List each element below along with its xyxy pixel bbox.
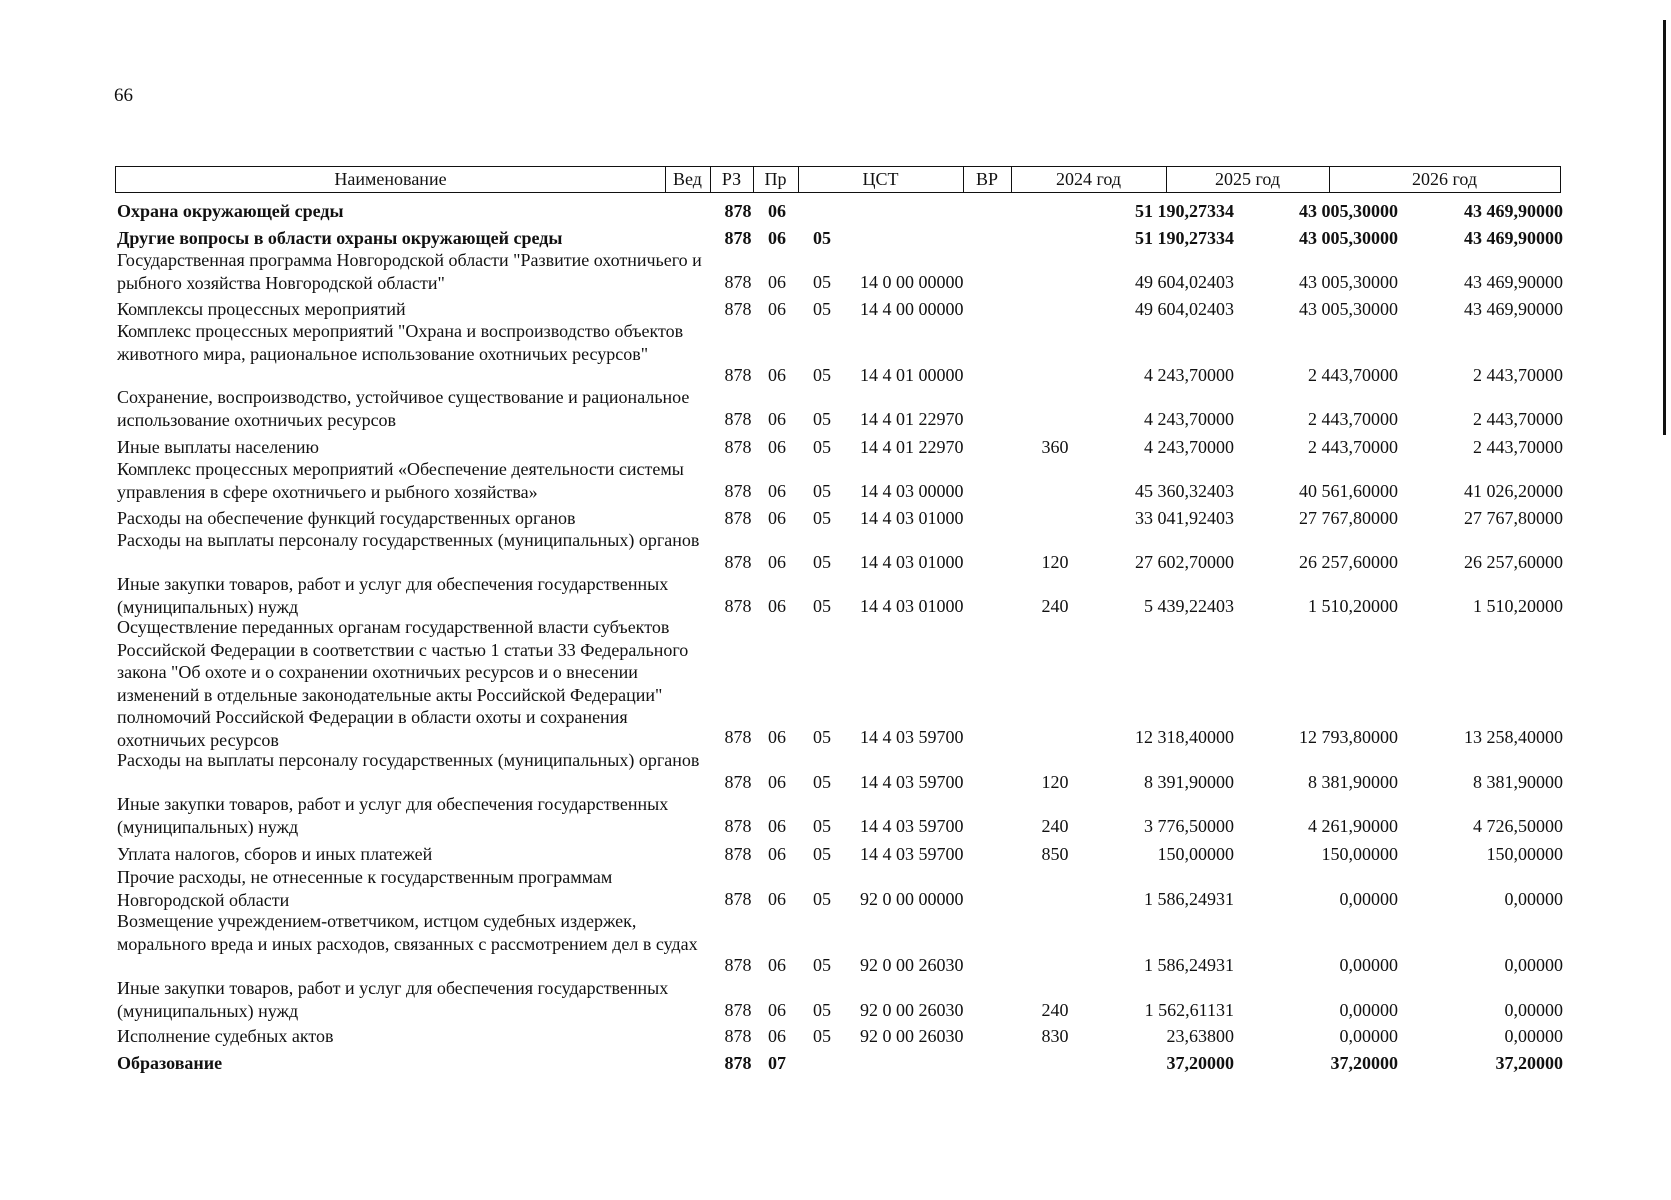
row-2024: 12 318,40000: [1135, 727, 1234, 747]
row-vr: 850: [1041, 844, 1069, 864]
row-vr: 120: [1041, 772, 1069, 792]
row-2025: 27 767,80000: [1299, 508, 1398, 528]
row-name: Прочие расходы, не отнесенные к государственным программам Новгородской области: [117, 867, 613, 910]
row-pr: 05: [813, 299, 831, 319]
row-rz: 06: [768, 508, 786, 528]
row-ved: 878: [724, 508, 752, 528]
row-name: Иные закупки товаров, работ и услуг для обеспечения государственных (муниципальных) нужд: [117, 978, 669, 1021]
row-2026: 2 443,70000: [1473, 409, 1563, 429]
row-name: Иные закупки товаров, работ и услуг для обеспечения государственных (муниципальных) нужд: [117, 574, 669, 617]
row-2026: 0,00000: [1504, 1026, 1563, 1046]
row-vr: 360: [1041, 437, 1069, 457]
row-name: Расходы на выплаты персоналу государственных (муниципальных) органов: [117, 530, 700, 550]
row-2024: 5 439,22403: [1144, 596, 1234, 616]
row-pr: 05: [813, 228, 831, 248]
row-name: Комплекс процессных мероприятий "Охрана и воспроизводство объектов животного мира, рациональное использование охотничьих ресурсов": [117, 321, 684, 364]
row-2024: 150,00000: [1157, 844, 1234, 864]
row-pr: 05: [813, 772, 831, 792]
row-2024: 23,63800: [1166, 1026, 1234, 1046]
row-2025: 43 005,30000: [1299, 299, 1398, 319]
header-2026: 2026 год: [1411, 169, 1478, 189]
row-pr: 05: [813, 889, 831, 909]
row-2026: 0,00000: [1504, 955, 1563, 975]
row-ved: 878: [724, 1053, 752, 1073]
row-cst: 14 0 00 00000: [860, 272, 964, 292]
row-cst: 14 4 01 00000: [860, 365, 964, 385]
row-2025: 43 005,30000: [1299, 201, 1398, 221]
row-rz: 06: [768, 844, 786, 864]
row-2026: 13 258,40000: [1464, 727, 1563, 747]
row-rz: 06: [768, 772, 786, 792]
row-rz: 06: [768, 409, 786, 429]
row-ved: 878: [724, 955, 752, 975]
row-2026: 8 381,90000: [1473, 772, 1563, 792]
row-name: Сохранение, воспроизводство, устойчивое существование и рациональное использование охотничьих ресурсов: [117, 387, 690, 430]
row-ved: 878: [724, 727, 752, 747]
row-2025: 1 510,20000: [1308, 596, 1398, 616]
row-cst: 14 4 00 00000: [860, 299, 964, 319]
row-2026: 4 726,50000: [1473, 816, 1563, 836]
row-rz: 07: [768, 1053, 786, 1073]
row-ved: 878: [724, 1026, 752, 1046]
header-rz: РЗ: [721, 169, 742, 189]
row-name: Расходы на выплаты персоналу государственных (муниципальных) органов: [117, 750, 700, 770]
row-pr: 05: [813, 955, 831, 975]
row-rz: 06: [768, 201, 786, 221]
row-cst: 14 4 01 22970: [860, 409, 964, 429]
row-2026: 26 257,60000: [1464, 552, 1563, 572]
row-2026: 0,00000: [1504, 1000, 1563, 1020]
row-2026: 1 510,20000: [1473, 596, 1563, 616]
row-2024: 1 562,61131: [1144, 1000, 1234, 1020]
row-pr: 05: [813, 1000, 831, 1020]
row-ved: 878: [724, 772, 752, 792]
row-pr: 05: [813, 844, 831, 864]
row-rz: 06: [768, 552, 786, 572]
row-cst: 92 0 00 26030: [860, 1000, 964, 1020]
row-2025: 2 443,70000: [1308, 365, 1398, 385]
row-2025: 0,00000: [1339, 889, 1398, 909]
row-pr: 05: [813, 596, 831, 616]
row-name: Государственная программа Новгородской области "Развитие охотничьего и рыбного хозяйства Новгородской области": [117, 250, 702, 293]
row-name: Иные выплаты населению: [117, 437, 319, 457]
header-ved: Вед: [673, 169, 702, 189]
row-name: Охрана окружающей среды: [117, 201, 344, 221]
row-2024: 4 243,70000: [1144, 409, 1234, 429]
row-pr: 05: [813, 1026, 831, 1046]
row-cst: 14 4 03 59700: [860, 844, 964, 864]
row-2026: 2 443,70000: [1473, 437, 1563, 457]
row-name: Комплекс процессных мероприятий «Обеспечение деятельности системы управления в сфере охотничьего и рыбного хозяйства»: [117, 459, 684, 502]
row-2024: 45 360,32403: [1135, 481, 1234, 501]
row-rz: 06: [768, 816, 786, 836]
row-2025: 12 793,80000: [1299, 727, 1398, 747]
row-pr: 05: [813, 409, 831, 429]
row-pr: 05: [813, 727, 831, 747]
row-2025: 2 443,70000: [1308, 437, 1398, 457]
header-vr: ВР: [975, 169, 999, 189]
row-ved: 878: [724, 481, 752, 501]
row-rz: 06: [768, 596, 786, 616]
row-cst: 14 4 03 01000: [860, 552, 964, 572]
row-2024: 51 190,27334: [1135, 201, 1234, 221]
row-rz: 06: [768, 481, 786, 501]
row-rz: 06: [768, 1000, 786, 1020]
row-2026: 37,20000: [1495, 1053, 1563, 1073]
row-cst: 14 4 03 59700: [860, 816, 964, 836]
row-ved: 878: [724, 299, 752, 319]
row-cst: 14 4 03 00000: [860, 481, 964, 501]
row-2024: 4 243,70000: [1144, 365, 1234, 385]
row-2024: 1 586,24931: [1144, 955, 1234, 975]
row-cst: 92 0 00 00000: [860, 889, 964, 909]
row-ved: 878: [724, 596, 752, 616]
row-2026: 43 469,90000: [1464, 299, 1563, 319]
row-2025: 150,00000: [1321, 844, 1398, 864]
header-2025: 2025 год: [1214, 169, 1281, 189]
row-ved: 878: [724, 1000, 752, 1020]
row-rz: 06: [768, 727, 786, 747]
row-name: Расходы на обеспечение функций государственных органов: [117, 508, 576, 528]
row-2025: 37,20000: [1330, 1053, 1398, 1073]
row-name: Исполнение судебных актов: [117, 1026, 334, 1046]
row-ved: 878: [724, 272, 752, 292]
row-2025: 4 261,90000: [1308, 816, 1398, 836]
row-2025: 0,00000: [1339, 1000, 1398, 1020]
row-2025: 43 005,30000: [1299, 272, 1398, 292]
row-2026: 43 469,90000: [1464, 201, 1563, 221]
row-2026: 43 469,90000: [1464, 228, 1563, 248]
row-2026: 2 443,70000: [1473, 365, 1563, 385]
row-2025: 2 443,70000: [1308, 409, 1398, 429]
row-2025: 8 381,90000: [1308, 772, 1398, 792]
row-name: Комплексы процессных мероприятий: [117, 299, 406, 319]
row-vr: 830: [1041, 1026, 1069, 1046]
row-2025: 26 257,60000: [1299, 552, 1398, 572]
row-pr: 05: [813, 816, 831, 836]
row-name: Образование: [117, 1053, 223, 1073]
row-name: Иные закупки товаров, работ и услуг для обеспечения государственных (муниципальных) нужд: [117, 794, 669, 837]
row-rz: 06: [768, 1026, 786, 1046]
row-cst: 14 4 03 01000: [860, 596, 964, 616]
row-rz: 06: [768, 437, 786, 457]
row-vr: 240: [1041, 816, 1069, 836]
row-2025: 40 561,60000: [1299, 481, 1398, 501]
row-cst: 14 4 03 59700: [860, 772, 964, 792]
row-name: Другие вопросы в области охраны окружающей среды: [117, 228, 563, 248]
row-2024: 33 041,92403: [1135, 508, 1234, 528]
row-rz: 06: [768, 299, 786, 319]
row-vr: 120: [1041, 552, 1069, 572]
row-name: Уплата налогов, сборов и иных платежей: [117, 844, 433, 864]
row-cst: 14 4 03 01000: [860, 508, 964, 528]
row-2026: 150,00000: [1486, 844, 1563, 864]
row-cst: 14 4 03 59700: [860, 727, 964, 747]
header-cst: ЦСТ: [862, 169, 899, 189]
row-ved: 878: [724, 889, 752, 909]
row-2026: 43 469,90000: [1464, 272, 1563, 292]
row-pr: 05: [813, 552, 831, 572]
row-name: Осуществление переданных органам государственной власти субъектов Российской Федерации в соответствии с частью 1 статьи 33 Федерального закона "Об охоте и о сохранении охотничьих ресурсов и о внесении изменений в отдельные законодательные акты Российской Федерации" полномочий Российской Федерации в области охоты и сохранения охотничьих ресурсов: [117, 617, 689, 750]
row-2024: 51 190,27334: [1135, 228, 1234, 248]
row-2024: 49 604,02403: [1135, 272, 1234, 292]
row-rz: 06: [768, 272, 786, 292]
row-ved: 878: [724, 228, 752, 248]
row-pr: 05: [813, 437, 831, 457]
row-ved: 878: [724, 816, 752, 836]
row-pr: 05: [813, 365, 831, 385]
row-ved: 878: [724, 409, 752, 429]
row-2025: 0,00000: [1339, 1026, 1398, 1046]
row-2024: 1 586,24931: [1144, 889, 1234, 909]
row-name: Возмещение учреждением-ответчиком, истцом судебных издержек, морального вреда и иных расходов, связанных с рассмотрением дел в судах: [117, 911, 698, 954]
row-ved: 878: [724, 437, 752, 457]
row-2024: 37,20000: [1166, 1053, 1234, 1073]
row-2024: 4 243,70000: [1144, 437, 1234, 457]
header-2024: 2024 год: [1055, 169, 1122, 189]
row-ved: 878: [724, 552, 752, 572]
row-2026: 41 026,20000: [1464, 481, 1563, 501]
header-pr: Пр: [764, 169, 787, 189]
row-rz: 06: [768, 889, 786, 909]
row-pr: 05: [813, 508, 831, 528]
row-2025: 0,00000: [1339, 955, 1398, 975]
row-2026: 27 767,80000: [1464, 508, 1563, 528]
row-2024: 27 602,70000: [1135, 552, 1234, 572]
header-name: Наименование: [334, 169, 447, 189]
row-cst: 92 0 00 26030: [860, 955, 964, 975]
row-pr: 05: [813, 272, 831, 292]
row-vr: 240: [1041, 1000, 1069, 1020]
row-2024: 3 776,50000: [1144, 816, 1234, 836]
row-2024: 8 391,90000: [1144, 772, 1234, 792]
row-pr: 05: [813, 481, 831, 501]
row-ved: 878: [724, 365, 752, 385]
row-cst: 92 0 00 26030: [860, 1026, 964, 1046]
row-vr: 240: [1041, 596, 1069, 616]
row-2025: 43 005,30000: [1299, 228, 1398, 248]
page-number: 66: [114, 85, 133, 106]
row-rz: 06: [768, 955, 786, 975]
row-rz: 06: [768, 365, 786, 385]
row-rz: 06: [768, 228, 786, 248]
row-ved: 878: [724, 201, 752, 221]
row-ved: 878: [724, 844, 752, 864]
row-2024: 49 604,02403: [1135, 299, 1234, 319]
row-2026: 0,00000: [1504, 889, 1563, 909]
row-cst: 14 4 01 22970: [860, 437, 964, 457]
